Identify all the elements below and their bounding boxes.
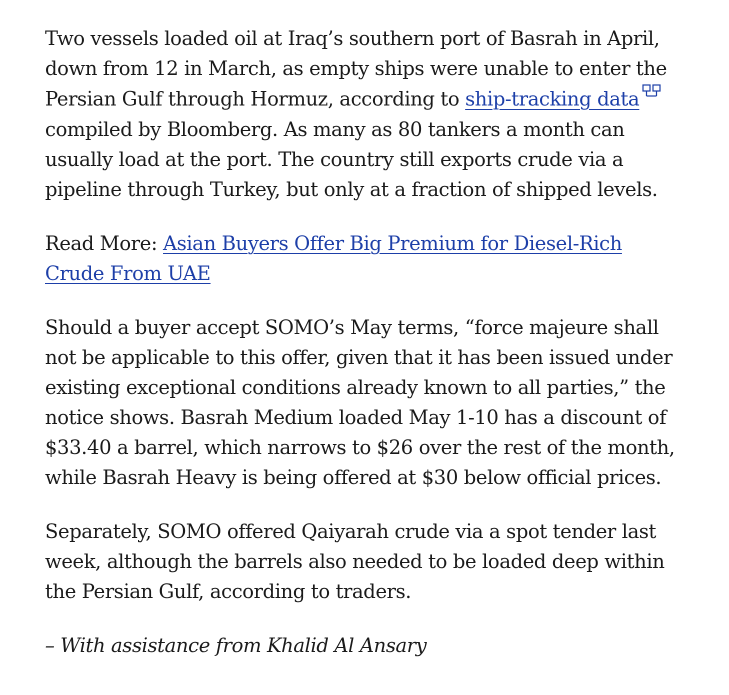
read-more-label: Read More: — [45, 231, 164, 255]
paragraph-text: Two vessels loaded oil at Iraq’s southern port of Basrah in April, down from 12 in March, as empty ships were unable to enter the Persian Gulf through Hormuz, according to — [45, 27, 667, 111]
article-body — [45, 24, 685, 685]
read-more — [45, 229, 685, 289]
ship-tracking-data-link[interactable]: ship-tracking data — [465, 87, 640, 111]
read-more-link[interactable]: Asian Buyers Offer Big Premium for Diesel-Rich Crude From UAE — [45, 231, 622, 285]
paragraph-shipments — [45, 24, 685, 205]
paragraph-somo-terms: Should a buyer accept SOMO’s May terms, “force majeure shall not be applicable to this offer, given that it has been issued under existing exceptional conditions already known to all parties,” the notice shows. Basrah Medium loaded May 1-10 has a discount of $33.40 a barrel, which narrows to $26 over the rest of the month, while Basrah Heavy is being offered at $30 below official prices. — [45, 315, 675, 489]
byline: – With assistance from Khalid Al Ansary — [45, 633, 427, 657]
external-link-icon[interactable] — [642, 84, 662, 98]
paragraph-text-continued: compiled by Bloomberg. As many as 80 tankers a month can usually load at the port. The country still exports crude via a pipeline through Turkey, but only at a fraction of shipped levels. — [45, 117, 658, 201]
paragraph-qaiyarah: Separately, SOMO offered Qaiyarah crude via a spot tender last week, although the barrels also needed to be loaded deep within the Persian Gulf, according to traders. — [45, 519, 665, 603]
